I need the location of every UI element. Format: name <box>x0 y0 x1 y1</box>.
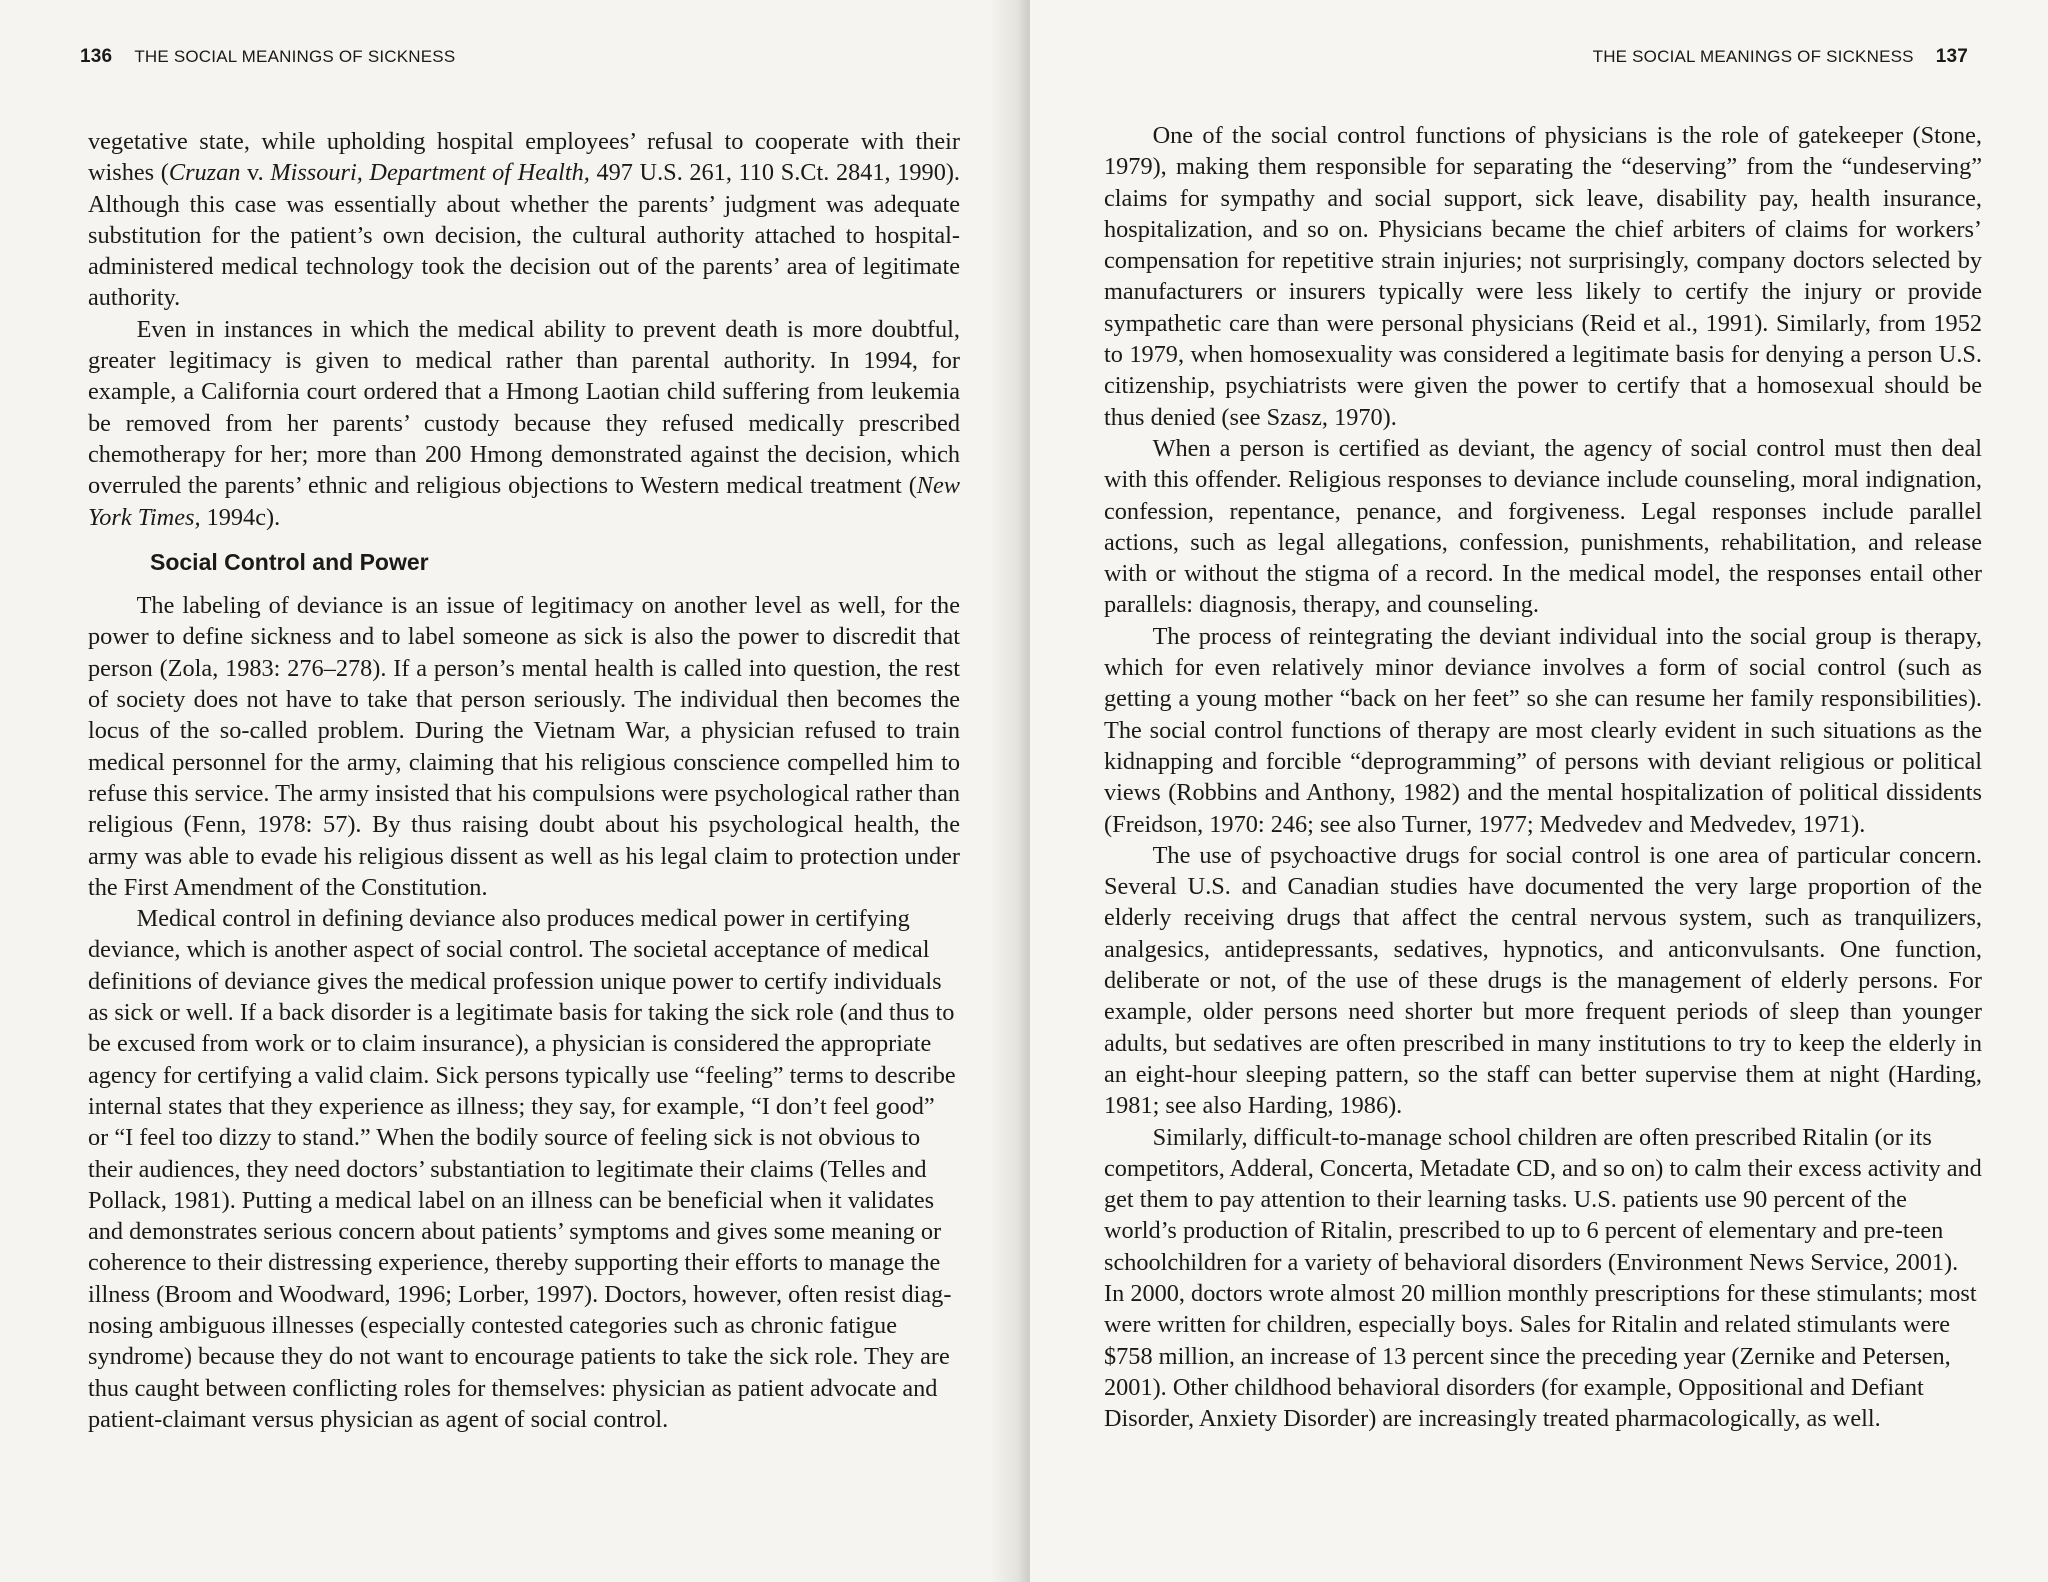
left-running-head <box>80 46 455 68</box>
right-page <box>1030 0 2048 1582</box>
right-body-text <box>1104 120 1982 1434</box>
right-running-head-title: THE SOCIAL MEANINGS OF SICKNESS <box>1592 47 1914 66</box>
right-paragraph-4: The use of psychoactive drugs for social control is one area of particular concern. Several U.S. and Canadian studies have documented the very large proportion of the elderly receiving drugs that affect the central nervous system, such as tranquilizers, analgesics, antidepressants, sedatives, hypnotics, and anticonvulsants. One function, deliberate or not, of the use of these drugs is the management of elderly persons. For example, older persons need shorter but more frequent periods of sleep than younger adults, but sedatives are often prescribed in many institutions to try to keep the elderly in an eight-hour sleeping pattern, so the staff can better supervise them at night (Harding, 1981; see also Harding, 1986). <box>1104 841 1982 1120</box>
text-run: Even in instances in which the medical ability to prevent death is more doubtful, greater legitimacy is given to medical rather than parental authority. In 1994, for example, a California court ordered that a Hmong Laotian child suffering from leukemia be removed from her parents’ custody because they refused medically prescribed chemotherapy for her; more than 200 Hmong demonstrated against the decision, which overruled the parents’ ethnic and religious objections to Western medical treatment ( <box>88 315 960 500</box>
text-run: v. <box>240 159 271 187</box>
text-run: 1994c). <box>200 503 281 531</box>
left-page <box>0 0 1018 1582</box>
right-running-head <box>1593 46 1968 68</box>
left-paragraph-2 <box>88 314 960 533</box>
text-run: vegetative state, while upholding hospital employees’ refusal to cooperate with their wishes ( <box>88 128 960 187</box>
right-page-number: 137 <box>1935 46 1968 67</box>
left-body-text <box>88 126 960 1435</box>
right-paragraph-1: One of the social control functions of physicians is the role of gatekeeper (Stone, 1979), making them responsible for separating the “deserving” from the “undeserving” claims for sympathy and social support, sick leave, disability pay, health insurance, hospitalization, and so on. Physicians became the chief arbiters of claims for workers’ compensation for repetitive strain injuries; not surprisingly, company doctors selected by manufacturers or insurers typically were less likely to certify the injury or provide sympathetic care than were personal physicians (Reid et al., 1991). Similarly, from 1952 to 1979, when homosexuality was considered a legitimate basis for denying a person U.S. citizenship, psychiatrists were given the power to certify that a homosexual should be thus denied (see Szasz, 1970). <box>1104 122 1982 431</box>
right-paragraph-3: The process of reintegrating the deviant individual into the social group is therapy, which for even relatively minor deviance involves a form of social control (such as getting a young mother “back on her feet” so she can resume her family responsibilities). The social control functions of therapy are most clearly evident in such situations as the kidnapping and forcible “deprogramming” of persons with deviant religious or political views (Robbins and Anthony, 1982) and the mental hospitalization of political dissidents (Freidson, 1970: 246; see also Turner, 1977; Medvedev and Medvedev, 1971). <box>1104 622 1982 838</box>
left-paragraph-1 <box>88 126 960 314</box>
right-paragraph-5: Similarly, difficult-to-manage school children are often prescribed Ritalin (or its competitors, Adderal, Concerta, Metadate CD, and so on) to calm their excess activity and get them to pay attention to their learning tasks. U.S. patients use 90 percent of the world’s production of Ritalin, prescribed to up to 6 percent of elementary and pre-teen schoolchildren for a variety of behavioral disorders (Environment News Service, 2001). In 2000, doctors wrote almost 20 million monthly prescriptions for these stimulants; most were written for children, especially boys. Sales for Ritalin and related stimulants were $758 million, an increase of 13 percent since the preceding year (Zernike and Petersen, 2001). Other childhood behavioral disorders (for example, Oppositional and Defiant Disorder, Anxiety Disorder) are increasingly treated pharmacologically, as well. <box>1104 1123 1982 1433</box>
text-run: 497 U.S. 261, 110 S.Ct. 2841, 1990). Although this case was essentially about whether the parents’ judgment was adequate substitution for the patient’s own decision, the cultural authority attached to hospital-administered medical technology took the decision out of the parents’ area of legitimate authority. <box>88 159 961 312</box>
left-paragraph-4: Medical control in defining deviance also produces medical power in certifying deviance, which is another aspect of social control. The societal acceptance of medical definitions of deviance gives the medical profession unique power to certify individuals as sick or well. If a back disorder is a legitimate basis for taking the sick role (and thus to be excused from work or to claim insurance), a physician is considered the appropriate agency for certifying a valid claim. Sick persons typically use “feeling” terms to describe internal states that they experience as illness; they say, for example, “I don’t feel good” or “I feel too dizzy to stand.” When the bodily source of feeling sick is not obvious to their audiences, they need doctors’ substantiation to legitimate their claims (Telles and Pollack, 1981). Putting a medical label on an illness can be beneficial when it validates and demonstrates serious concern about patients’ symptoms and gives some meaning or coherence to their distressing experience, thereby supporting their efforts to manage the illness (Broom and Woodward, 1996; Lorber, 1997). Doctors, however, often resist diagnosing ambiguous illnesses (especially contested categories such as chronic fatigue syndrome) because they do not want to encourage patients to take the sick role. They are thus caught between conflicting roles for themselves: physician as patient advocate and patient-claimant versus physician as agent of social control. <box>88 905 956 1433</box>
left-page-number: 136 <box>80 46 113 67</box>
case-name: Cruzan <box>168 159 241 187</box>
left-paragraph-3: The labeling of deviance is an issue of legitimacy on another level as well, for the power to define sickness and to label someone as sick is also the power to discredit that person (Zola, 1983: 276–278). If a person’s mental health is called into question, the rest of society does not have to take that person seriously. The individual then becomes the locus of the so-called problem. During the Vietnam War, a physician refused to train medical personnel for the army, claiming that his religious conscience compelled him to refuse this service. The army insisted that his compulsions were psychological rather than religious (Fenn, 1978: 57). By thus raising doubt about his psychological health, the army was able to evade his religious dissent as well as his legal claim to protection under the First Amendment of the Constitution. <box>88 592 960 901</box>
section-heading: Social Control and Power <box>150 548 429 575</box>
case-party: Missouri, Department of Health, <box>270 159 590 187</box>
left-running-head-title: THE SOCIAL MEANINGS OF SICKNESS <box>134 47 456 66</box>
right-paragraph-2: When a person is certified as deviant, the agency of social control must then deal with this offender. Religious responses to deviance include counseling, moral indignation, confession, repentance, penance, and forgiveness. Legal responses include parallel actions, such as legal allegations, confession, punishments, rehabilitation, and release with or without the stigma of a record. In the medical model, the responses entail other parallels: diagnosis, therapy, and counseling. <box>1104 434 1982 619</box>
source-title: New York Times, <box>88 472 960 531</box>
